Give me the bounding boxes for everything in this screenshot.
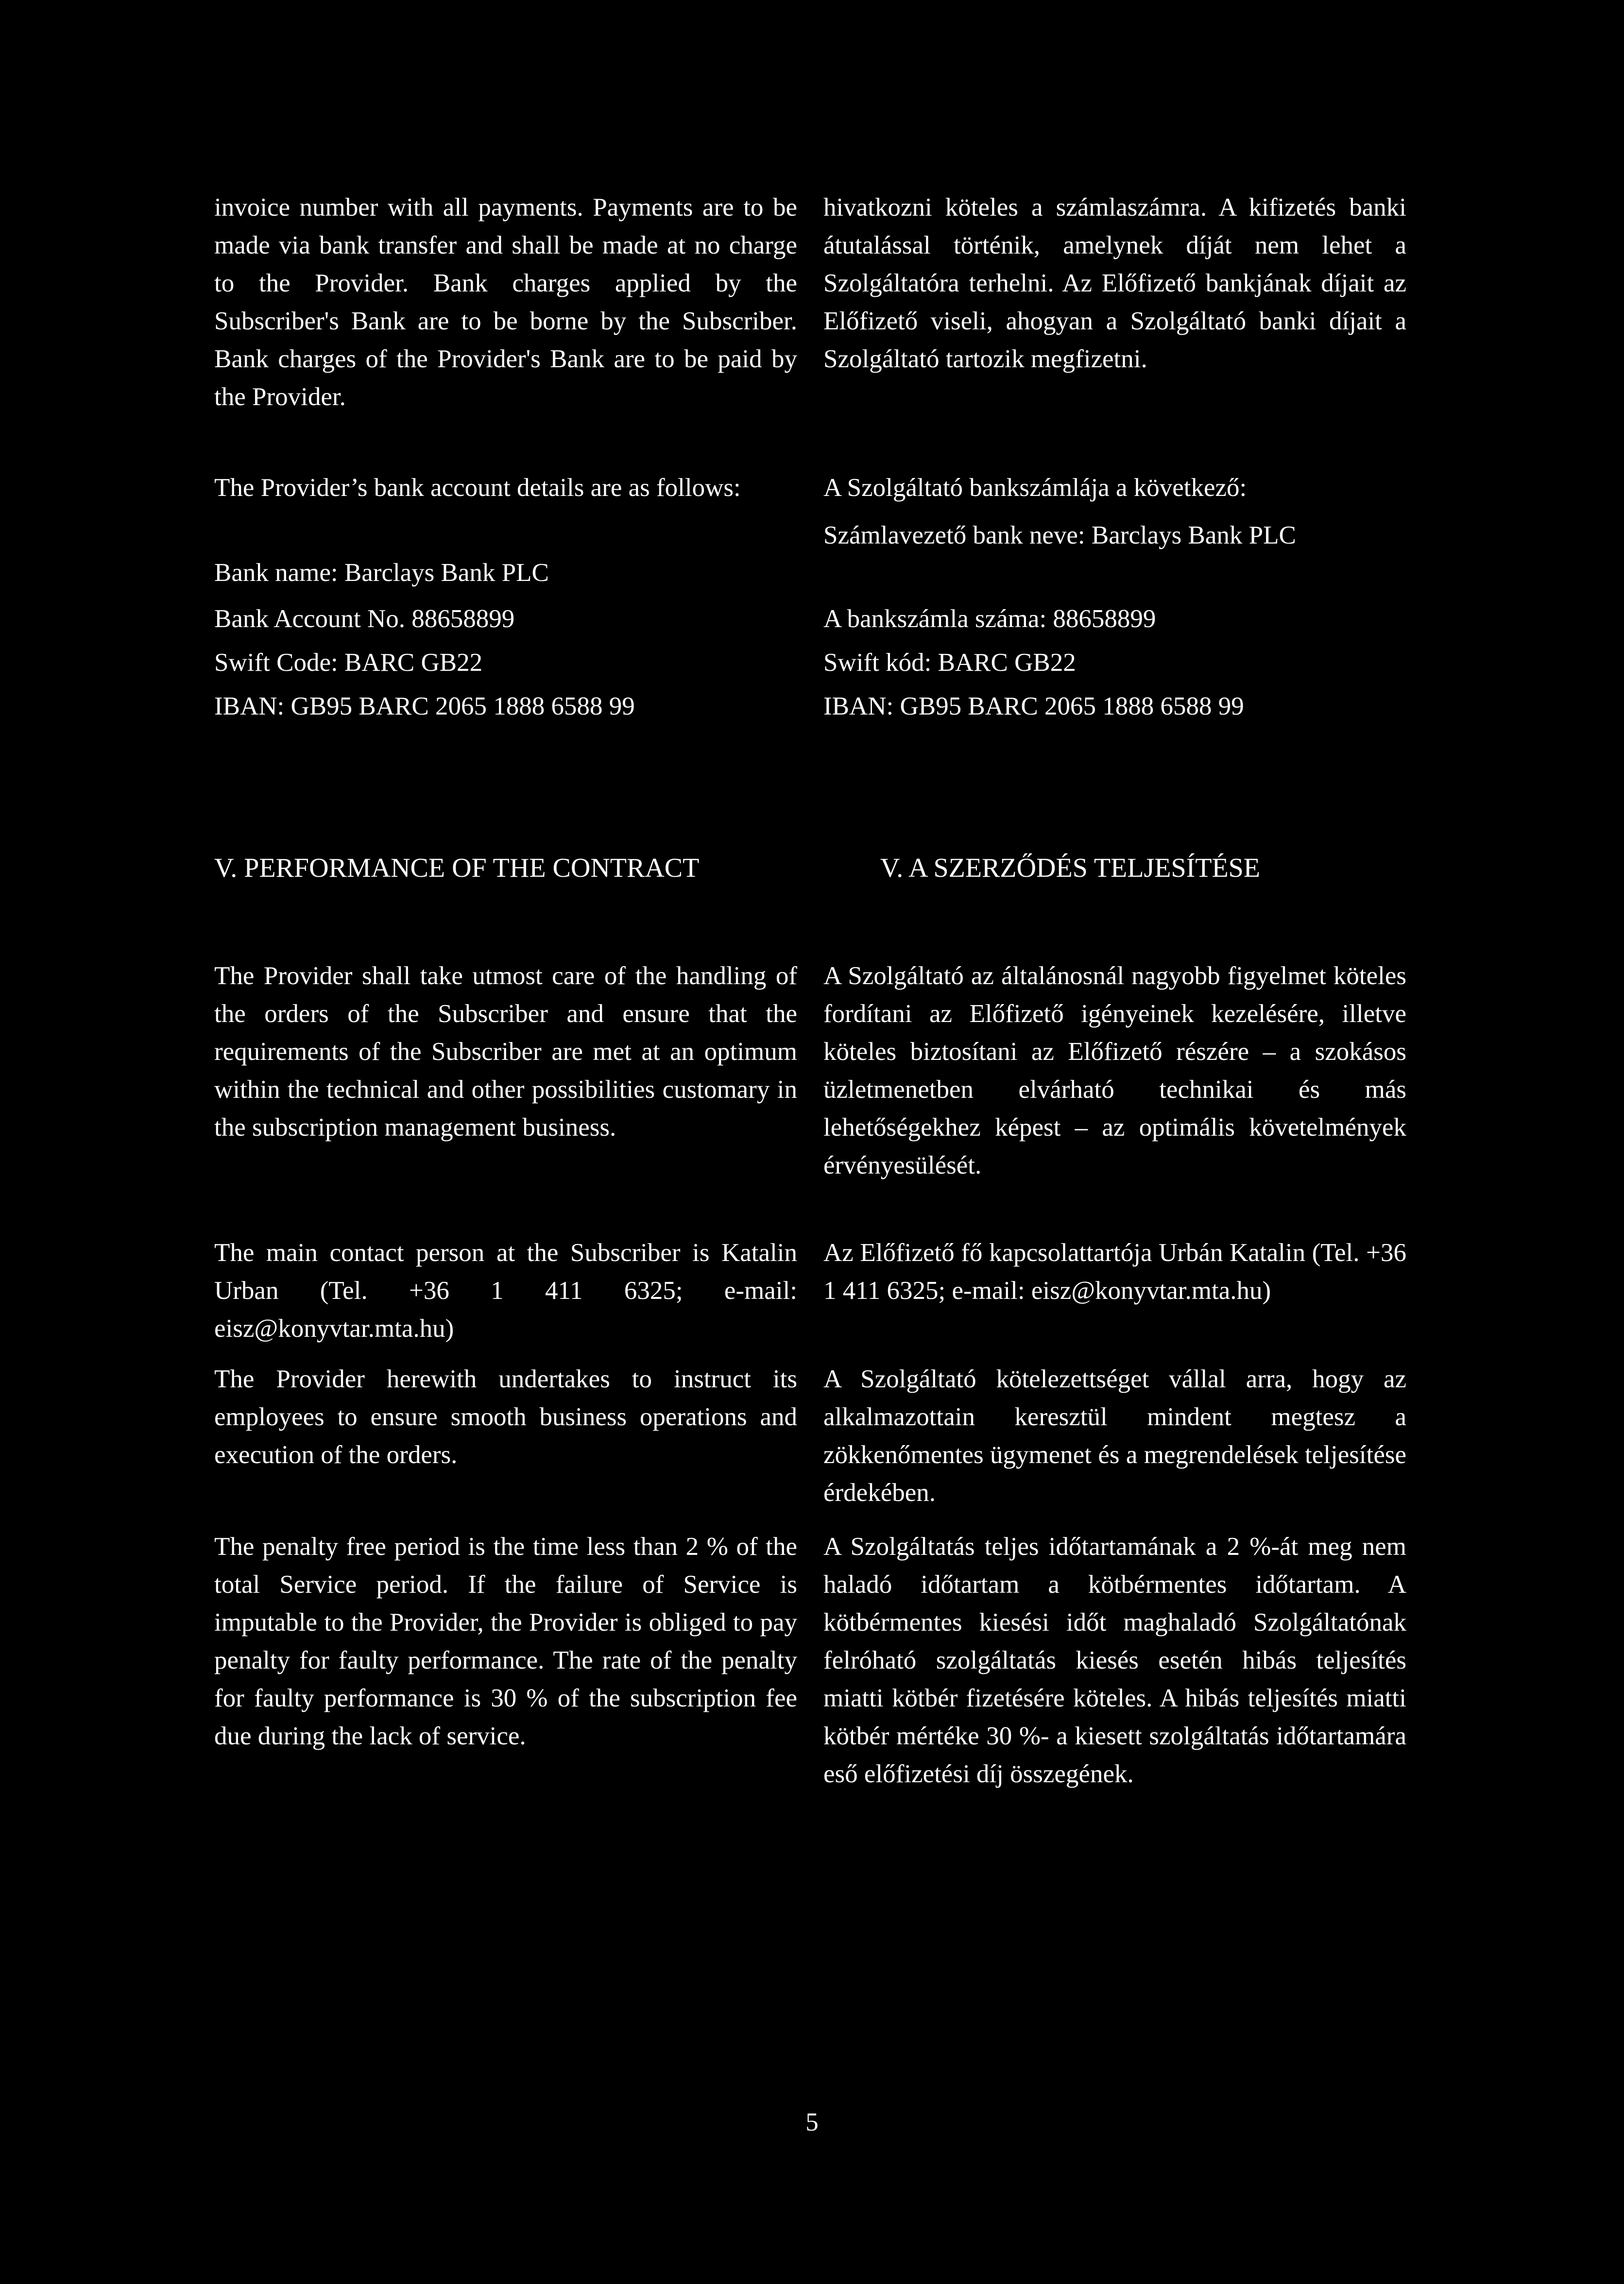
english-swift-code: Swift Code: BARC GB22 (214, 648, 483, 677)
english-penalty-paragraph: The penalty free period is the time less than 2 % of the total Service period. If the failure of Service is imputable to the Provider, the Provider is obliged to pay penalty for faulty performance. The rate of the penalty for faulty performance is 30 % of the subscription fee due during the lack of service. (214, 1533, 797, 1750)
page-number: 5 (805, 2108, 819, 2136)
hungarian-undertake-paragraph: A Szolgáltató kötelezettséget vállal arra, hogy az alkalmazottain keresztül mindent megtesz a zökkenőmentes ügymenet és a megrendelések teljesítése érdekében. (823, 1365, 1406, 1507)
hungarian-contact-paragraph: Az Előfizető fő kapcsolattartója Urbán Katalin (Tel. +36 1 411 6325; e-mail: eisz@konyvtar.mta.hu) (823, 1239, 1406, 1305)
hungarian-bank-name: Számlavezető bank neve: Barclays Bank PLC (823, 521, 1296, 549)
hungarian-swift-code: Swift kód: BARC GB22 (823, 648, 1076, 677)
english-section-heading: V. PERFORMANCE OF THE CONTRACT (214, 853, 700, 883)
english-payments-paragraph: invoice number with all payments. Payments are to be made via bank transfer and shall be made at no charge to the Provider. Bank charges applied by the Subscriber's Bank are to be borne by the Subscriber. Bank charges of the Provider's Bank are to be paid by the Provider. (214, 193, 797, 411)
hungarian-payments-paragraph: hivatkozni köteles a számlaszámra. A kifizetés banki átutalással történik, amelynek díját nem lehet a Szolgáltatóra terhelni. Az Előfizető bankjának díjait az Előfizető viseli, ahogyan a Szolgáltató banki díjait a Szolgáltató tartozik megfizetni. (823, 193, 1406, 373)
english-contact-paragraph: The main contact person at the Subscriber is Katalin Urban (Tel. +36 1 411 6325; e-mail: eisz@konyvtar.mta.hu) (214, 1239, 797, 1343)
hungarian-iban: IBAN: GB95 BARC 2065 1888 6588 99 (823, 692, 1244, 720)
english-undertake-paragraph: The Provider herewith undertakes to instruct its employees to ensure smooth business operations and execution of the orders. (214, 1365, 797, 1469)
hungarian-care-paragraph: A Szolgáltató az általánosnál nagyobb figyelmet köteles fordítani az Előfizető igényeinek kezelésére, illetve köteles biztosítani az Előfizető részére – a szokásos üzletmenetben elvárható technikai és más lehetőségekhez képest – az optimális követelmények érvényesülését. (823, 962, 1406, 1179)
english-bank-intro: The Provider’s bank account details are as follows: (214, 474, 741, 502)
english-iban: IBAN: GB95 BARC 2065 1888 6588 99 (214, 692, 635, 720)
hungarian-section-heading: V. A SZERZŐDÉS TELJESÍTÉSE (880, 853, 1261, 883)
english-care-paragraph: The Provider shall take utmost care of the handling of the orders of the Subscriber and ensure that the requirements of the Subscriber are met at an optimum within the technical and other possibilities customary in the subscription management business. (214, 962, 797, 1142)
hungarian-penalty-paragraph: A Szolgáltatás teljes időtartamának a 2 %-át meg nem haladó időtartam a kötbérmentes időtartam. A kötbérmentes kiesési időt maghaladó Szolgáltatónak felróható szolgáltatás kiesés esetén hibás teljesítés miatti kötbér fizetésére köteles. A hibás teljesítés miatti kötbér mértéke 30 %- a kiesett szolgáltatás időtartamára eső előfizetési díj összegének. (823, 1533, 1406, 1788)
hungarian-bank-intro: A Szolgáltató bankszámlája a következő: (823, 474, 1247, 502)
english-bank-name: Bank name: Barclays Bank PLC (214, 559, 549, 587)
hungarian-bank-account: A bankszámla száma: 88658899 (823, 605, 1156, 633)
english-bank-account: Bank Account No. 88658899 (214, 605, 515, 633)
